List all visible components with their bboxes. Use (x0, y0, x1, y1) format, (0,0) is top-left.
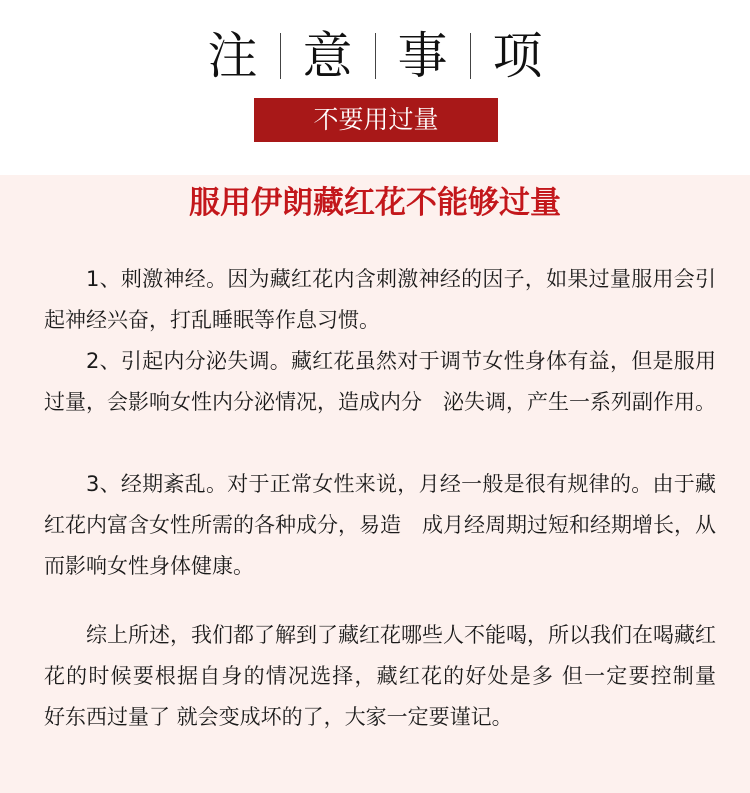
paragraph-endocrine-disorder: 2、引起内分泌失调。藏红花虽然对于调节女性身体有益，但是服用过量，会影响女性内分泌情况，造成内分 泌失调，产生一系列副作用。 (44, 349, 716, 414)
header (0, 0, 750, 175)
paragraph-menstrual-disorder: 3、经期紊乱。对于正常女性来说，月经一般是很有规律的。由于藏红花内富含女性所需的各种成分，易造 成月经周期过短和经期增长，从而影响女性身体健康。 (44, 472, 716, 578)
title-char: 意 (302, 27, 353, 85)
content-panel (0, 175, 750, 793)
paragraph-nerve-stimulation: 1、刺激神经。因为藏红花内含刺激神经的因子，如果过量服用会引起神经兴奋，打乱睡眠等作息习惯。 (44, 267, 716, 332)
paragraph-summary: 综上所述，我们都了解到了藏红花哪些人不能喝，所以我们在喝藏红花的时候要根据自身的情况选择，藏红花的好处是多 但一定要控制量 好东西过量了 就会变成坏的了，大家一定要谨记。 (44, 623, 737, 729)
section-heading: 服用伊朗藏红花不能够过量 (189, 185, 561, 221)
subtitle-banner: 不要用过量 (254, 98, 498, 142)
title-char: 事 (397, 27, 448, 85)
title-char: 项 (492, 27, 543, 85)
page-title (0, 26, 750, 86)
title-char: 注 (207, 27, 258, 85)
